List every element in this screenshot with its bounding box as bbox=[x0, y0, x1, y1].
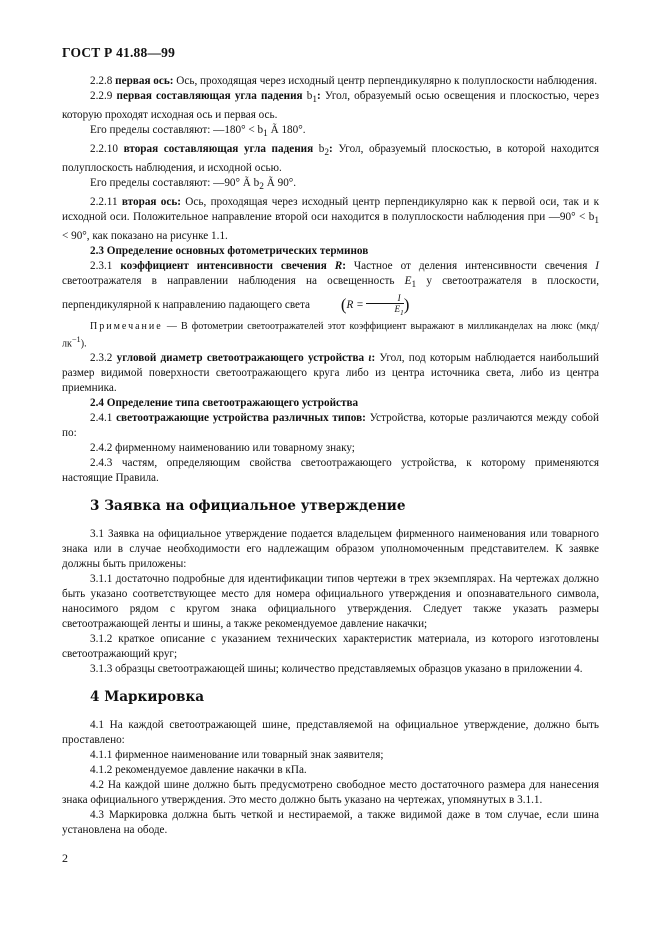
limits-end: Ã 180°. bbox=[267, 123, 306, 136]
term: вторая ось: bbox=[121, 196, 181, 209]
term: угловой диаметр светоотражающего устройства bbox=[116, 352, 365, 365]
definition-text: Угол, образуемый плоскостью, в которой находится полуплоскость наблюдения, и исходной осью. bbox=[62, 143, 600, 175]
definition-text: Устройства, которые различаются между собой по: bbox=[62, 411, 599, 439]
note-superscript: −1 bbox=[71, 334, 81, 344]
paragraph-2-4-3: 2.4.3 частям, определяющим свойства светоотражающего устройства, к которому применяются настоящие Правила. bbox=[62, 456, 599, 484]
paragraph-4-1-2: 4.1.2 рекомендуемое давление накачки в кПа. bbox=[90, 764, 307, 777]
section-3-heading: 3 Заявка на официальное утверждение bbox=[90, 498, 406, 515]
definition-text: светоотражателя в направлении наблюдения на освещенность bbox=[62, 275, 405, 288]
formula-equals: = bbox=[353, 299, 367, 312]
document-body bbox=[62, 74, 599, 838]
clause-number: 2.2.10 bbox=[90, 143, 118, 156]
term: первая составляющая угла падения bbox=[116, 89, 303, 102]
term-colon: : bbox=[317, 89, 321, 102]
term: первая ось: bbox=[115, 75, 174, 87]
document-header: ГОСТ Р 41.88—99 bbox=[62, 45, 176, 60]
term: вторая составляющая угла падения bbox=[123, 143, 314, 156]
formula-den-symbol: E bbox=[394, 304, 400, 315]
limits-text: Его пределы составляют: —90° Ã b bbox=[90, 177, 260, 190]
formula-numerator: I bbox=[366, 293, 403, 304]
definition-text-end: < 90°, как показано на рисунке 1.1. bbox=[62, 230, 228, 243]
formula-paren-open: ( bbox=[340, 295, 347, 315]
paragraph-3-1-1: 3.1.1 достаточно подробные для идентификации типов чертежи в трех экземплярах. На чертежах должно быть указано соответствующее место для номера официального утверждения и опознавательного символа, наносимого рядом с кругом знака официального утверждения. Следует также указать размеры светоотражающей ленты и шины, а также рекомендуемое давление накачки; bbox=[62, 573, 599, 630]
formula-den-subscript: 1 bbox=[399, 307, 404, 317]
paragraph-2-4-2: 2.4.2 фирменному наименованию или товарному знаку; bbox=[90, 441, 355, 454]
limits-text: Его пределы составляют: —180° < b bbox=[90, 123, 264, 136]
paragraph-2-4-1 bbox=[62, 411, 599, 441]
note bbox=[62, 320, 599, 350]
clause-number: 2.3.1 bbox=[90, 260, 113, 273]
symbol-e-subscript: 1 bbox=[411, 280, 417, 291]
clause-number: 2.2.8 bbox=[90, 75, 113, 87]
paragraph-4-3: 4.3 Маркировка должна быть четкой и нестираемой, а также видимой даже в том случае, если шина установлена на ободе. bbox=[62, 808, 599, 836]
term: коэффициент интенсивности свечения bbox=[120, 260, 327, 273]
paragraph-2-2-8 bbox=[62, 74, 599, 89]
definition-text: Угол, под которым наблюдается наибольший размер видимой поверхности светоотражающего круга либо из центра источника света, либо из центра приемника. bbox=[62, 352, 599, 395]
note-text: — В фотометрии светоотражателей этот коэффициент выражают в милликанделах на люкс (мкд/лк bbox=[62, 320, 599, 350]
symbol-subscript: 1 bbox=[594, 216, 599, 227]
page-number: 2 bbox=[62, 851, 68, 865]
symbol: ι bbox=[364, 352, 372, 365]
paragraph-3-1-2: 3.1.2 краткое описание с указанием технических характеристик материала, из которого изготовлены светоотражающий круг; bbox=[62, 632, 599, 660]
clause-number: 2.2.9 bbox=[90, 89, 113, 102]
symbol-subscript: 2 bbox=[324, 148, 330, 159]
paragraph-4-1-1: 4.1.1 фирменное наименование или товарный знак заявителя; bbox=[90, 749, 384, 762]
paragraph-2-2-9 bbox=[62, 89, 599, 123]
note-end: ). bbox=[80, 338, 87, 350]
definition-text: у светоотражателя в плоскости, перпендикулярной к направлению падающего света bbox=[62, 275, 599, 312]
note-label: Примечание bbox=[90, 320, 163, 332]
formula-paren-close: ) bbox=[403, 295, 410, 315]
paragraph-3-1-3: 3.1.3 образцы светоотражающей шины; количество представляемых образцов указано в приложении 4. bbox=[90, 662, 583, 675]
paragraph-4-2: 4.2 На каждой шине должно быть предусмотрено свободное место достаточного размера для нанесения знака официального утверждения. Это место должно быть указано на чертежах, упомянутых в 3.1.1. bbox=[62, 778, 599, 806]
formula-denominator bbox=[366, 304, 403, 318]
symbol: b bbox=[302, 89, 313, 102]
symbol-i: I bbox=[595, 260, 599, 273]
paragraph-2-2-10-limits bbox=[62, 176, 599, 195]
clause-number: 2.4.1 bbox=[90, 411, 113, 424]
limits-subscript: 2 bbox=[259, 182, 264, 193]
paragraph-3-1: 3.1 Заявка на официальное утверждение подается владельцем фирменного наименования или товарного знака или в случае необходимости его надлежащим образом уполномоченным представителем. К заявке должны быть приложены: bbox=[62, 528, 599, 571]
paragraph-2-2-10 bbox=[62, 142, 599, 176]
term-colon: : bbox=[371, 352, 376, 365]
term: светоотражающие устройства различных типов: bbox=[116, 411, 366, 424]
definition-text: Ось, проходящая через исходный центр перпендикулярно к полуплоскости наблюдения. bbox=[173, 75, 597, 87]
symbol: R bbox=[326, 260, 343, 273]
heading-2-4: 2.4 Определение типа светоотражающего устройства bbox=[90, 397, 359, 410]
paragraph-2-2-9-limits bbox=[62, 123, 599, 142]
definition-text: Угол, образуемый осью освещения и плоскостью, через которую проходят исходная ось и первая ось. bbox=[62, 89, 599, 122]
limits-end: Ã 90°. bbox=[263, 177, 297, 190]
term-colon: : bbox=[342, 260, 346, 273]
symbol: b bbox=[313, 143, 325, 156]
paragraph-4-1: 4.1 На каждой светоотражающей шине, представляемой на официальное утверждение, должно быть проставлено: bbox=[62, 719, 599, 747]
paragraph-2-2-11 bbox=[62, 195, 599, 244]
term-colon: : bbox=[329, 143, 333, 156]
section-4-heading: 4 Маркировка bbox=[90, 689, 205, 706]
clause-number: 2.2.11 bbox=[90, 196, 118, 209]
formula-lhs: R bbox=[346, 299, 354, 312]
paragraph-2-3-2 bbox=[62, 351, 599, 396]
paragraph-2-3-1 bbox=[62, 259, 599, 318]
formula bbox=[313, 293, 410, 318]
limits-subscript: 1 bbox=[263, 129, 268, 140]
symbol-subscript: 1 bbox=[312, 95, 318, 106]
formula-fraction bbox=[366, 293, 403, 318]
definition-text: Частное от деления интенсивности свечения bbox=[345, 260, 596, 273]
definition-text: Ось, проходящая через исходный центр перпендикулярно как к первой оси, так и к исходной оси. Положительное направление второй оси находится в полуплоскости наблюдения при —90° < b bbox=[62, 196, 600, 224]
symbol-e: E bbox=[404, 275, 412, 288]
heading-2-3: 2.3 Определение основных фотометрических терминов bbox=[90, 245, 369, 258]
clause-number: 2.3.2 bbox=[90, 352, 113, 365]
